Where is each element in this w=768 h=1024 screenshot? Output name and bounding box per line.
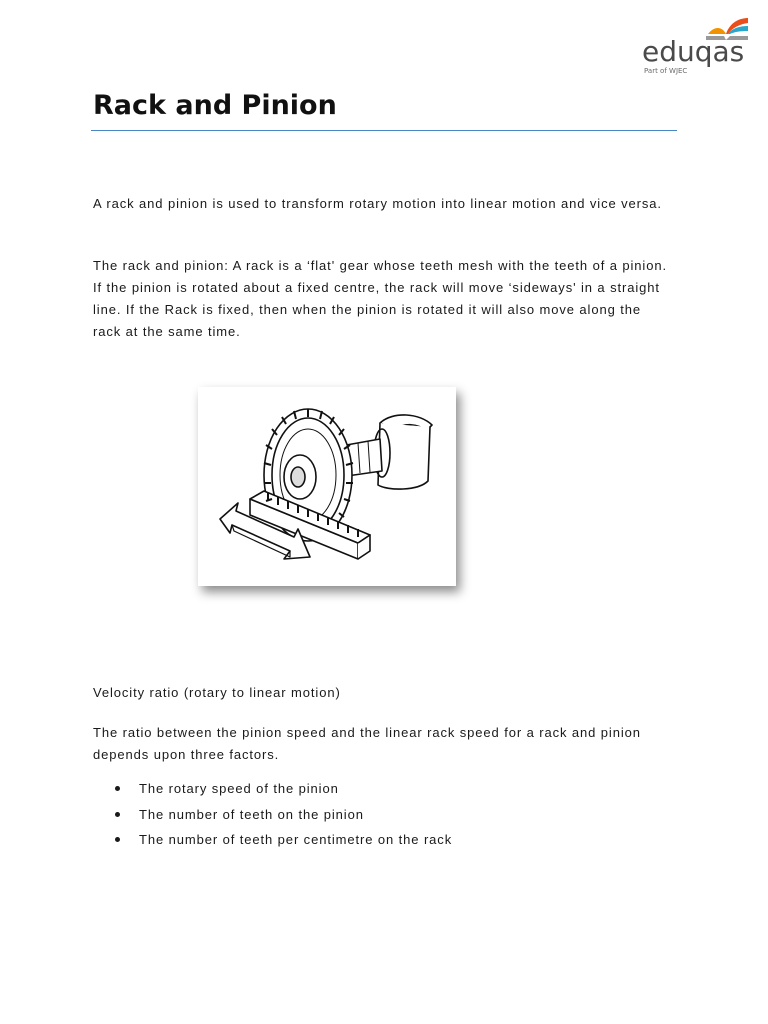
list-item-text: The rotary speed of the pinion bbox=[139, 781, 339, 796]
velocity-ratio-heading: Velocity ratio (rotary to linear motion) bbox=[93, 685, 341, 700]
title-divider bbox=[91, 130, 677, 131]
logo-wordmark: eduqas bbox=[642, 35, 745, 68]
page-title: Rack and Pinion bbox=[93, 90, 337, 121]
list-item-text: The number of teeth per centimetre on the rack bbox=[139, 832, 453, 847]
description-paragraph: The rack and pinion: A rack is a ‘flat' gear whose teeth mesh with the teeth of a pinion. If the pinion is rotated about a fixed centre, the rack will move ‘sideways' in a straight line. If the Rack is fixed, then when the pinion is rotated it will also move along the rack at the same time. bbox=[93, 258, 667, 339]
logo-subtitle: Part of WJEC bbox=[644, 67, 688, 75]
list-item-text: The number of teeth on the pinion bbox=[139, 806, 364, 822]
bullet-icon bbox=[115, 837, 120, 842]
intro-paragraph: A rack and pinion is used to transform rotary motion into linear motion and vice versa. bbox=[93, 196, 662, 211]
gear-diagram-icon bbox=[198, 387, 456, 586]
bullet-icon bbox=[115, 812, 120, 817]
bullet-icon bbox=[115, 786, 120, 791]
eduqas-logo bbox=[640, 14, 752, 74]
ratio-paragraph: The ratio between the pinion speed and the linear rack speed for a rack and pinion depends upon three factors. bbox=[93, 725, 641, 762]
rack-and-pinion-illustration bbox=[198, 387, 456, 586]
